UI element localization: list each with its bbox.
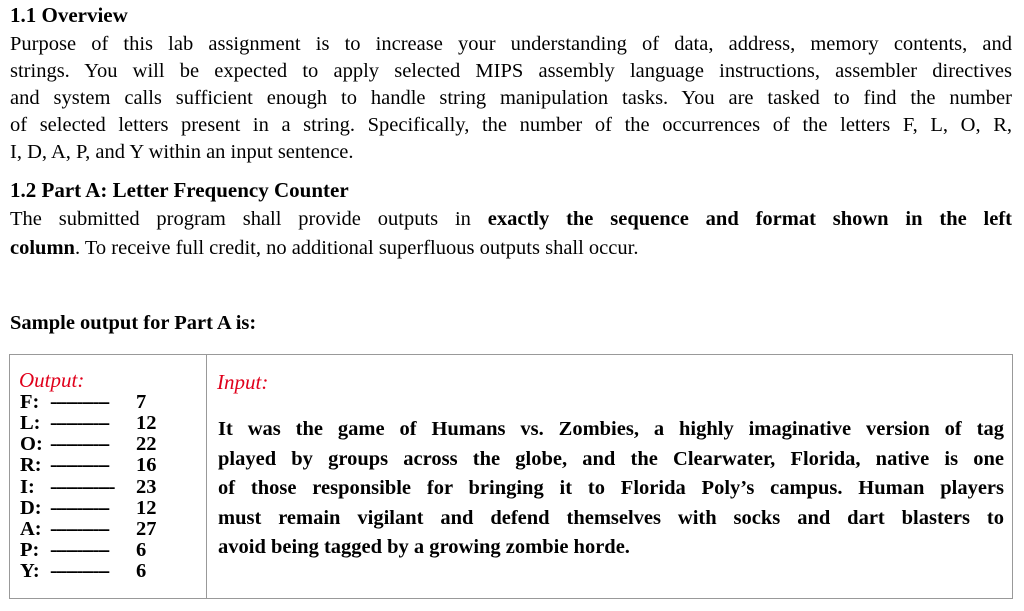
input-column-title: Input: [217, 370, 269, 394]
sample-table [9, 354, 1013, 599]
output-letter: D: [20, 497, 42, 519]
part-a-line-2-bold: column [10, 237, 75, 259]
output-dashes: ----------- [50, 391, 109, 413]
output-dashes: ----------- [50, 412, 109, 434]
overview-line-4: of selected letters present in a string. Specifically, the number of the occurrences of the letters F, L, O, R, [10, 114, 1012, 136]
output-count: 6 [136, 539, 147, 561]
output-letter: A: [20, 518, 42, 540]
input-line-2: played by groups across the globe, and the Clearwater, Florida, native is one [218, 447, 1004, 470]
part-a-line-1 [10, 206, 1012, 233]
sample-output-heading: Sample output for Part A is: [10, 312, 257, 334]
output-letter: P: [20, 539, 40, 561]
output-letter: F: [20, 391, 40, 413]
output-dashes: ----------- [50, 454, 109, 476]
output-row [20, 477, 157, 497]
output-count: 12 [136, 412, 157, 434]
output-count: 27 [136, 518, 157, 540]
output-count: 16 [136, 454, 157, 476]
output-column-title: Output: [19, 368, 85, 392]
output-row [20, 519, 157, 539]
input-line-1: It was the game of Humans vs. Zombies, a highly imaginative version of tag [218, 418, 1004, 440]
section-heading-part-a: 1.2 Part A: Letter Frequency Counter [10, 178, 349, 202]
output-count: 22 [136, 433, 157, 455]
output-dashes: ------------ [50, 476, 114, 498]
output-dashes: ----------- [50, 497, 109, 519]
output-letter: O: [20, 433, 43, 455]
output-count: 6 [136, 560, 147, 582]
output-dashes: ----------- [50, 560, 109, 582]
output-row [20, 413, 157, 433]
output-row [20, 498, 157, 518]
output-count: 7 [136, 391, 147, 413]
output-letter: Y: [20, 560, 40, 582]
part-a-line-2 [10, 235, 638, 262]
output-count: 23 [136, 476, 157, 498]
output-row [20, 434, 157, 454]
output-dashes: ----------- [50, 539, 109, 561]
output-dashes: ----------- [50, 433, 109, 455]
output-row [20, 392, 146, 412]
part-a-line-1-bold: exactly the sequence and format shown in the left [487, 208, 1012, 230]
output-letter: I: [20, 476, 35, 498]
output-dashes: ----------- [50, 518, 109, 540]
overview-line-1: Purpose of this lab assignment is to increase your understanding of data, address, memory contents, and [10, 33, 1012, 55]
overview-line-3: and system calls sufficient enough to handle string manipulation tasks. You are tasked to find the number [10, 87, 1012, 109]
input-line-5: avoid being tagged by a growing zombie horde. [218, 536, 630, 558]
output-row [20, 561, 146, 581]
section-heading-overview: 1.1 Overview [10, 3, 128, 27]
output-count: 12 [136, 497, 157, 519]
output-letter: L: [20, 412, 41, 434]
input-sentence [218, 415, 1004, 563]
output-row [20, 540, 146, 560]
part-a-line-2-text: . To receive full credit, no additional superfluous outputs shall occur. [74, 237, 639, 259]
table-column-divider [206, 355, 207, 598]
part-a-line-1-text: The submitted program shall provide outputs in [10, 208, 488, 230]
input-line-4: must remain vigilant and defend themselves with socks and dart blasters to [218, 506, 1004, 529]
output-row [20, 455, 157, 475]
output-letter: R: [20, 454, 42, 476]
input-line-3: of those responsible for bringing it to Florida Poly’s campus. Human players [218, 477, 1004, 499]
overview-line-5: I, D, A, P, and Y within an input sentence. [10, 141, 354, 163]
overview-line-2: strings. You will be expected to apply selected MIPS assembly language instructions, assembler directives [10, 60, 1012, 82]
